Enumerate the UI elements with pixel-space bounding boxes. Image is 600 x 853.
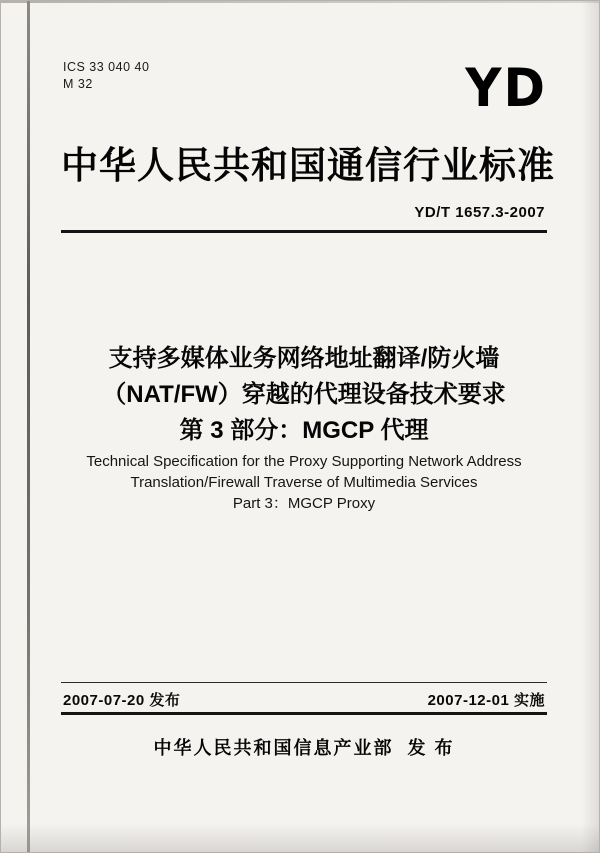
scan-shadow-right bbox=[581, 1, 599, 852]
footer-rule-thin bbox=[61, 682, 547, 683]
scan-edge-left bbox=[27, 1, 30, 852]
standard-body-title: 中华人民共和国通信行业标准 bbox=[61, 145, 555, 186]
document-title-cn bbox=[61, 341, 547, 449]
header-rule bbox=[61, 230, 547, 233]
issuer-name: 中华人民共和国信息产业部 bbox=[153, 738, 394, 758]
yd-logo: YD bbox=[465, 57, 547, 119]
standard-number: YD/T 1657.3-2007 bbox=[414, 204, 545, 221]
ics-code: ICS 33 040 40 bbox=[63, 60, 150, 74]
dates-row bbox=[63, 689, 545, 710]
title-en-line2: Translation/Firewall Traverse of Multimedia Services bbox=[130, 474, 478, 491]
title-cn-line2: （NAT/FW）穿越的代理设备技术要求 bbox=[102, 381, 506, 408]
implementation-date: 2007-12-01 实施 bbox=[427, 692, 545, 709]
issuer-row bbox=[61, 734, 547, 760]
title-en-line3: Part 3：MGCP Proxy bbox=[232, 495, 376, 512]
issue-date: 2007-07-20 发布 bbox=[63, 692, 181, 709]
footer-rule-heavy bbox=[61, 712, 547, 715]
title-en-line1: Technical Specification for the Proxy Supporting Network Address bbox=[86, 453, 522, 470]
page-content bbox=[61, 1, 555, 852]
issuer-action: 发 布 bbox=[407, 738, 455, 758]
title-cn-line1: 支持多媒体业务网络地址翻译/防火墙 bbox=[108, 345, 500, 372]
ics-code-block bbox=[63, 59, 149, 93]
document-title-en bbox=[61, 451, 547, 514]
classification-code: M 32 bbox=[63, 77, 93, 91]
title-cn-line3: 第 3 部分：MGCP 代理 bbox=[179, 417, 429, 444]
